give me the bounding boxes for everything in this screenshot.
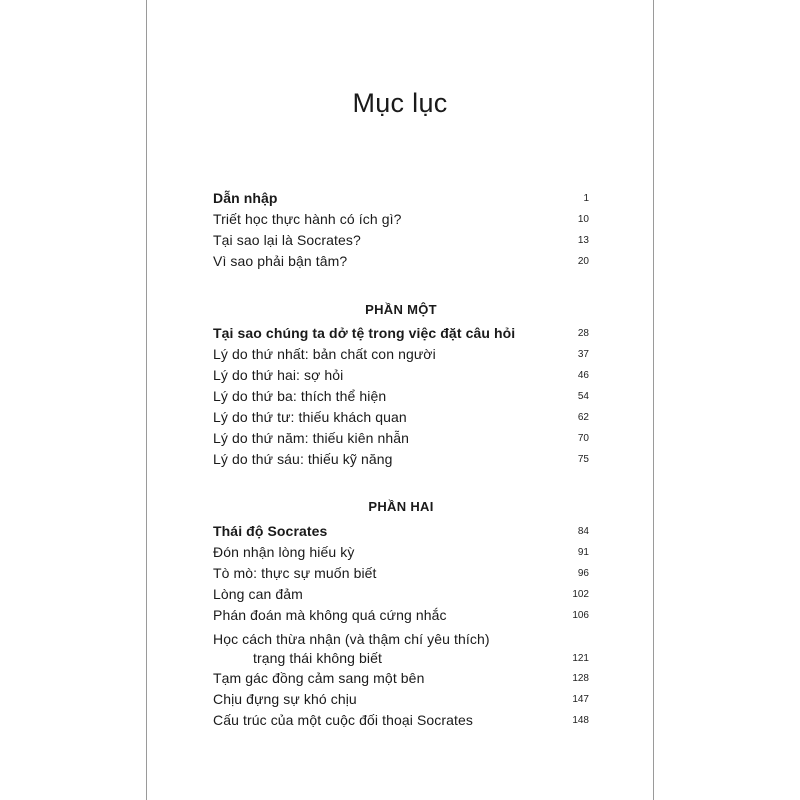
toc-item-label: Vì sao phải bận tâm? [213, 253, 348, 269]
toc-heading-label: Thái độ Socrates [213, 523, 328, 539]
toc-page-number: 1 [583, 193, 589, 204]
toc-heading-intro [213, 187, 589, 209]
toc-item-label: Tại sao lại là Socrates? [213, 232, 361, 248]
toc-item [213, 688, 589, 710]
toc-item-label: Lý do thứ nhất: bản chất con người [213, 346, 436, 362]
toc-item [213, 385, 589, 407]
part-one-title: PHẦN MỘT [365, 302, 437, 317]
toc-item [213, 448, 589, 470]
toc-page-number: 20 [577, 256, 589, 267]
toc-page-number: 147 [572, 694, 589, 705]
toc-item-label: Chịu đựng sự khó chịu [213, 691, 357, 707]
book-page [146, 0, 654, 800]
toc-page-number: 121 [572, 653, 589, 664]
toc-item-label: Học cách thừa nhận (và thậm chí yêu thích) [213, 631, 490, 647]
toc-item [213, 583, 589, 605]
toc-page-number: 84 [577, 526, 589, 537]
toc-item [213, 208, 589, 230]
toc-item [213, 562, 589, 584]
toc-item [213, 406, 589, 428]
toc-item-label: Lý do thứ ba: thích thể hiện [213, 388, 387, 404]
toc-item-label: Tạm gác đồng cảm sang một bên [213, 670, 425, 686]
toc-page-number: 148 [572, 715, 589, 726]
toc-page-number: 106 [572, 610, 589, 621]
toc-item-label: Cấu trúc của một cuộc đối thoại Socrates [213, 712, 474, 728]
toc-item [213, 709, 589, 731]
toc-page-number: 91 [577, 547, 589, 558]
toc-page-number: 10 [577, 214, 589, 225]
toc-item [213, 667, 589, 689]
toc-item-label: Phán đoán mà không quá cứng nhắc [213, 607, 447, 623]
toc-item [213, 604, 589, 626]
toc-item-label: Lòng can đảm [213, 586, 303, 602]
toc-page-number: 96 [577, 568, 589, 579]
toc-heading-label: Tại sao chúng ta dở tệ trong việc đặt câu hỏi [213, 325, 516, 341]
toc-heading-part-two [213, 520, 589, 542]
toc-page-number: 102 [572, 589, 589, 600]
toc-item-label: Lý do thứ tư: thiếu khách quan [213, 409, 407, 425]
toc-item [213, 343, 589, 365]
toc-item-label: Lý do thứ năm: thiếu kiên nhẫn [213, 430, 410, 446]
toc-item-label: Triết học thực hành có ích gì? [213, 211, 402, 227]
toc-item [213, 364, 589, 386]
toc-heading-part-one [213, 322, 589, 344]
toc-item-label: Đón nhận lòng hiếu kỳ [213, 544, 355, 560]
toc-item [213, 250, 589, 272]
page-title: Mục lục [352, 88, 448, 118]
part-two-title: PHẦN HAI [368, 499, 434, 514]
toc-item-label: Lý do thứ sáu: thiếu kỹ năng [213, 451, 393, 467]
toc-page-number: 62 [577, 412, 589, 423]
toc-item-label: Tò mò: thực sự muốn biết [213, 565, 377, 581]
toc-item [213, 229, 589, 251]
toc-item-label: Lý do thứ hai: sợ hỏi [213, 367, 344, 383]
toc-page-number: 75 [577, 454, 589, 465]
toc-item-label-continued: trạng thái không biết [253, 650, 382, 666]
toc-page-number: 54 [577, 391, 589, 402]
toc-page-number: 128 [572, 673, 589, 684]
toc-item-continuation [213, 647, 589, 669]
toc-item [213, 427, 589, 449]
toc-page-number: 37 [577, 349, 589, 360]
toc-page-number: 13 [577, 235, 589, 246]
toc-page-number: 70 [577, 433, 589, 444]
toc-item [213, 541, 589, 563]
toc-heading-label: Dẫn nhập [213, 190, 278, 206]
toc-page-number: 28 [577, 328, 589, 339]
toc-page-number: 46 [577, 370, 589, 381]
